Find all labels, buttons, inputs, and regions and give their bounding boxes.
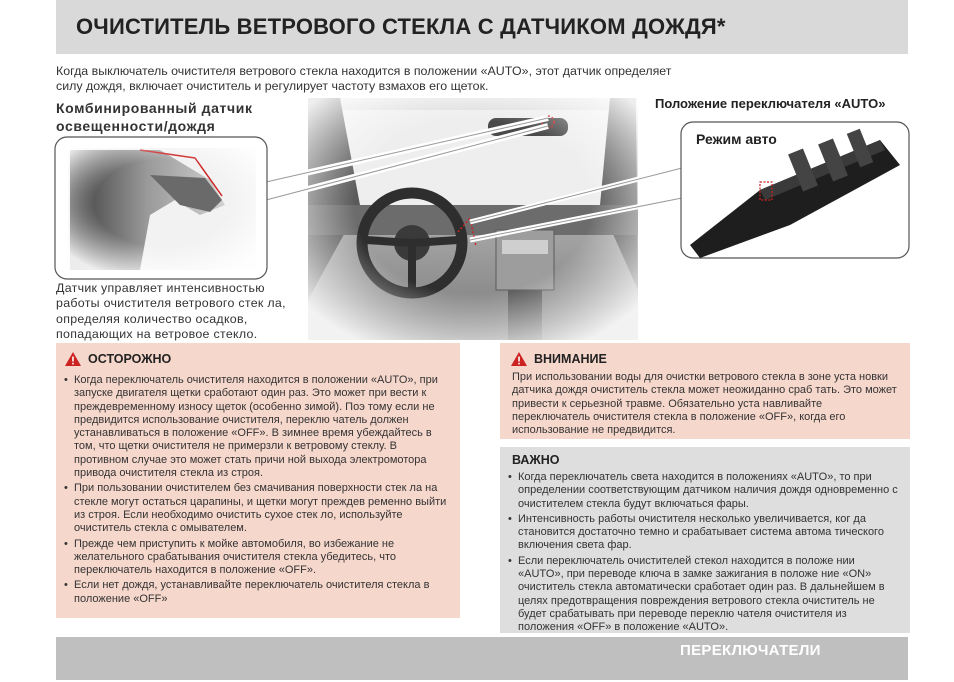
section-footer-label: ПЕРЕКЛЮЧАТЕЛИ — [680, 642, 821, 659]
sensor-heading-text: Комбинированный датчик освещенности/дождя — [56, 100, 253, 134]
page-title: ОЧИСТИТЕЛЬ ВЕТРОВОГО СТЕКЛА С ДАТЧИКОМ ДОЖДЯ* — [76, 14, 726, 39]
important-title — [512, 453, 559, 467]
switch-inset — [681, 122, 909, 258]
auto-mode-label: Режим авто — [696, 131, 777, 147]
caution-box — [56, 343, 460, 618]
sensor-inset — [55, 137, 267, 279]
list-item: • При пользовании очистителем без смачивания поверхности стек ла на стекле могут остаться царапины, и щетки могут преждев ременно выйти из строя. Если необходимо очистить сухое стек ло, используйте очиститель стекла с омывателем. — [62, 482, 454, 535]
list-item: • Если нет дождя, устанавливайте переключатель очистителя стекла в положение «OFF» — [62, 579, 454, 606]
attention-title-text: ВНИМАНИЕ — [534, 352, 607, 366]
caution-title — [64, 351, 171, 367]
switch-heading: Положение переключателя «AUTO» — [655, 96, 886, 111]
caution-title-text: ОСТОРОЖНО — [88, 352, 172, 366]
attention-box — [500, 343, 910, 439]
list-item: • Когда переключатель света находится в положениях «AUTO», то при определении соответствующим датчиком наличия дождя одновременно с очистителем стекла будут включаться фары. — [506, 471, 902, 511]
warning-triangle-icon — [510, 351, 528, 367]
caution-list — [62, 374, 454, 608]
warning-triangle-icon — [64, 351, 82, 367]
important-box — [500, 447, 910, 633]
list-item: • Прежде чем приступить к мойке автомобиля, во избежание не желательного срабатывания очистителя стекла убедитесь, что переключатель находится в положение «OFF». — [62, 538, 454, 578]
sensor-description: Датчик управляет интенсивностью работы очистителя ветрового стек ла, определяя количество осадков, попадающих на ветровое стекло. — [56, 281, 286, 341]
attention-title — [510, 351, 607, 367]
list-item: • Когда переключатель очистителя находится в положении «AUTO», при запуске двигателя щетки сработают один раз. Это может при вести к преждевременному износу щеток (особенно зимой). Поэ тому если не предвидится использование очистителя, переклю чатель должен устанавливаться в положение «OFF». В зимнее время убеждайтесь в том, что щетки очистителя не примерзли к ветровому стеклу. В противном случае это может стать причи ной выхода электромотора привода очистителя стекла из строя. — [62, 374, 454, 480]
attention-text: При использовании воды для очистки ветрового стекла в зоне уста новки датчика дождя очиститель стекла может неожиданно сраб тать. Это может привести к серьезной травме. Обязательно уста навливайте переключатель очистителя стекла в положение «OFF», когда его использование не предвидится. — [512, 371, 897, 437]
intro-paragraph: Когда выключатель очистителя ветрового стекла находится в положении «AUTO», этот датчик определяет силу дождя, включает очиститель и регулирует частоту взмахов его щеток. — [56, 64, 672, 93]
list-item: • Интенсивность работы очистителя несколько увеличивается, ког да становится достаточно темно и срабатывает система автома тического включения света фар. — [506, 513, 902, 553]
list-item: • Если переключатель очистителей стекол находится в положе нии «AUTO», при переводе ключа в замке зажигания в положе ние «ON» очиститель стекла автоматически сработает один раз. В дальнейшем в целях предотвращения повреждения ветрового стекла очиститель не будет срабатывать при переводе переклю чателя очистителя из положения «OFF» в положение «AUTO». — [506, 555, 902, 635]
important-list — [506, 471, 902, 637]
important-title-text: ВАЖНО — [512, 453, 560, 467]
